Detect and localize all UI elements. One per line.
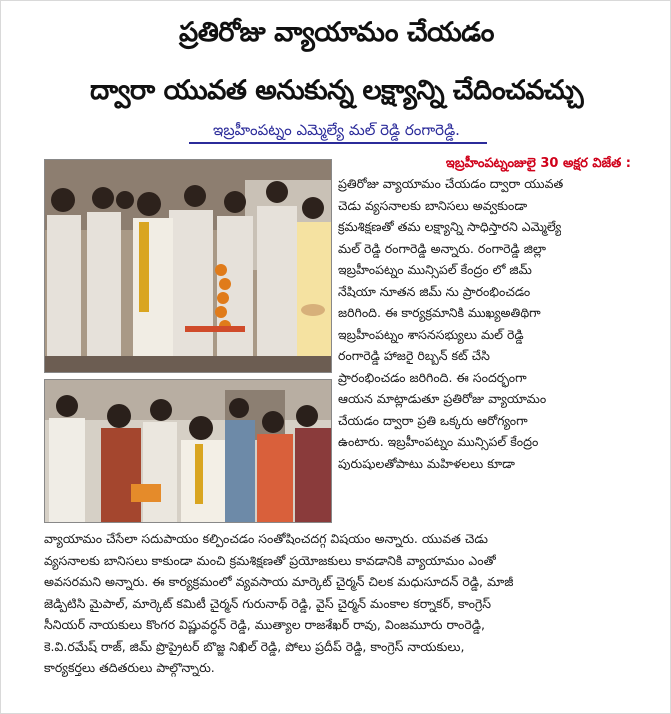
- ribbon-cutting-photo: [44, 159, 332, 373]
- body-text-line: ఉంటారు. ఇబ్రహీంపట్నం మున్సిపల్ కేంద్రం: [338, 434, 539, 449]
- body-text-right-column: [338, 173, 631, 474]
- group-photo: [44, 379, 332, 523]
- dateline: ఇబ్రహీంపట్నంజులై 30 అక్షర విజేత :: [445, 156, 631, 171]
- body-text-line: పురుషులతోపాటు మహిళలలు కూడా: [338, 455, 515, 471]
- body-text-full-width: [44, 528, 631, 679]
- body-text-line: క్రమశిక్షణతో తమ లక్ష్యాన్ని సాధిస్తారని ఎమ్మెల్యే: [338, 219, 562, 234]
- subheadline: ఇబ్రహీంపట్నం ఎమ్మెల్యే మల్ రెడ్డి రంగారెడ్డి.: [213, 121, 460, 139]
- subheadline-underline: [189, 142, 487, 144]
- body-text-line: సీనియర్ నాయకులు కొంగర విష్ణువర్ధన్ రెడ్డి, ముత్యాల రాజశేఖర్ రావు, వింజమూరు రాంరెడ్డి,: [44, 617, 486, 632]
- headline-line-2: ద్వారా యువత అనుకున్న లక్ష్యాన్ని చేదించవచ్చు: [89, 75, 584, 106]
- body-text-line: కె.వి.రమేష్ రాజ్, జిమ్ ప్రొప్రైటర్ బొజ్జ నిఖిల్ రెడ్డి, పోలు ప్రదీప్ రెడ్డి, కాంగ్రెస్ నాయకులు,: [44, 638, 465, 654]
- body-text-line: ఇబ్రహీంపట్నం శాసనసభ్యులు మల్ రెడ్డి: [338, 326, 524, 342]
- headline-line-1: ప్రతిరోజు వ్యాయామం చేయడం: [179, 17, 494, 48]
- body-text-line: ప్రారంభించడం జరిగింది. ఈ సందర్భంగా: [338, 369, 527, 385]
- body-text-line: వ్యసనాలకు బానిసలు కాకుండా మంచి క్రమశిక్షణతో ప్రయోజకులు కావడానికి వ్యాయామం ఎంతో: [44, 552, 496, 568]
- body-text-line: ఆయన మాట్లాడుతూ ప్రతిరోజు వ్యాయామం: [338, 391, 547, 406]
- body-text-line: మల్ రెడ్డి రంగారెడ్డి అన్నారు. రంగారెడ్డి జిల్లా: [338, 240, 546, 256]
- body-text-line: కార్యకర్తలు తదితరులు పాల్గొన్నారు.: [44, 660, 215, 675]
- body-text-line: జెడ్పిటిసి మైపాల్, మార్కెట్ కమిటీ చైర్మన్ గురునాథ్ రెడ్డి, వైస్ చైర్మన్ మంకాల కర్నాకర్, కాంగ్రెస్: [44, 595, 492, 611]
- body-text-line: జరిగింది. ఈ కార్యక్రమానికి ముఖ్యఅతిథిగా: [338, 305, 541, 320]
- body-text-line: రంగారెడ్డి హాజరై రిబ్బన్ కట్ చేసి: [338, 348, 490, 363]
- body-text-line: నేషియా నూతన జిమ్ ను ప్రారంభించడం: [338, 283, 531, 299]
- body-text-line: చెడు వ్యసనాలకు బానిసలు అవ్వకుండా: [338, 197, 528, 213]
- body-text-line: ఇబ్రహీంపట్నం మున్సిపల్ కేంద్రం లో జిమ్: [338, 262, 532, 277]
- body-text-line: చేయడం ద్వారా ప్రతి ఒక్కరు ఆరోగ్యంగా: [338, 412, 528, 428]
- body-text-line: అవసరమని అన్నారు. ఈ కార్యక్రమంలో వ్యవసాయ మార్కెట్ చైర్మన్ చిలక మధుసూదన్ రెడ్డి, మాజీ: [44, 574, 514, 589]
- body-text-line: ప్రతిరోజు వ్యాయామం చేయడం ద్వారా యువత: [338, 176, 564, 191]
- body-text-line: వ్యాయామం చేసేలా సదుపాయం కల్పించడం సంతోషించదగ్గ విషయం అన్నారు. యువత చెడు: [44, 531, 488, 546]
